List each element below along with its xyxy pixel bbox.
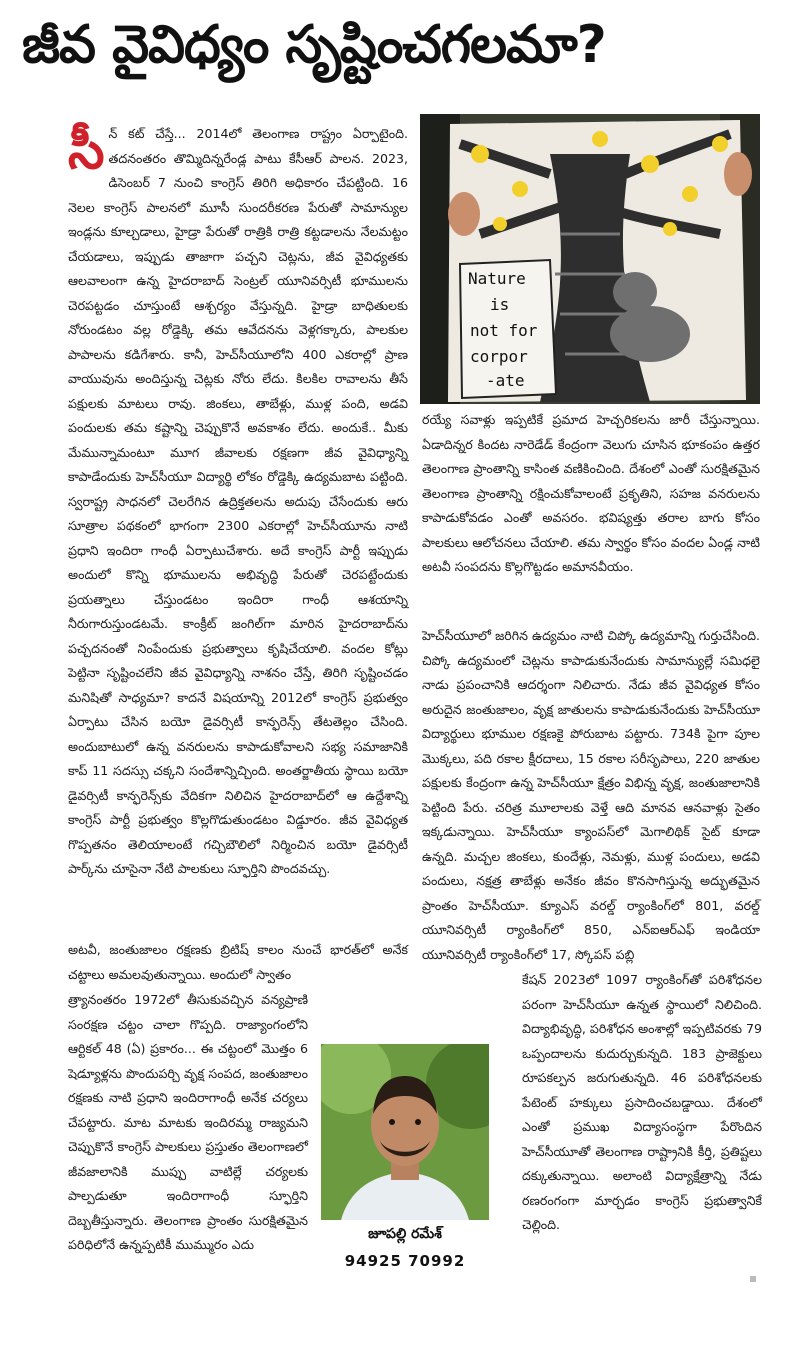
author-portrait bbox=[321, 1044, 489, 1220]
placard-line: is bbox=[490, 295, 510, 314]
article-column-left-middle bbox=[68, 938, 408, 987]
placard-line: corpor bbox=[470, 347, 528, 366]
placard-line: -ate bbox=[486, 371, 525, 390]
article-column-right-middle bbox=[422, 624, 760, 967]
article-text: త్ర్యానంతరం 1972లో తీసుకువచ్చిన వన్యప్రాణి సంరక్షణ చట్టం చాలా గొప్పది. రాజ్యాంగంలోని ఆర్టికల్ 48 (ఏ) ప్రకారం... ఈ చట్టంలో మొత్తం 6 షెడ్యూళ్లను పొందుపర్చి వృక్ష సంపద, జంతుజాలం రక్షణకు నాటి ప్రధాని ఇందిరాగాంధీ అనేక చర్యలు చేపట్టారు. మాట మాటకు ఇందిరమ్మ రాజ్యమని చెప్పుకొనే కాంగ్రెస్ పాలకులు ప్రస్తుతం తెలంగాణలో జీవజాలానికి ముప్పు వాటిల్లే చర్యలకు పాల్పడుతూ ఇందిరాగాంధీ స్ఫూర్తిని దెబ్బతీస్తున్నారు. తెలంగాణ ప్రాంతం సురక్షితమైన పరిధిలోనే ఉన్నప్పటికీ ముమ్మురం ఎదు bbox=[68, 992, 308, 1252]
headline: జీవ వైవిధ్యం సృష్టించగలమా? bbox=[22, 15, 606, 75]
protest-photo bbox=[420, 114, 760, 404]
article-text: రయ్యే సవాళ్లు ఇప్పటికే ప్రమాద హెచ్చరికలను జారీ చేస్తున్నాయి. ఏడాదిన్నర కిందట నారెడేడ్ కేంద్రంగా వెలుగు చూసిన భూకంపం ఉత్తర తెలంగాణ ప్రాంతాన్ని కాసింత వణికించింది. దేశంలో ఎంతో సురక్షితమైన తెలంగాణ ప్రాంతాన్ని రక్షించుకోవాలంటే ప్రకృతిని, సహజ వనరులను కాపాడుకోవడం ఎంతో అవసరం. భవిష్యత్తు తరాల బాగు కోసం పాలకులు ఆలోచనలు చేయాలి. తమ స్వార్థం కోసం వందల ఏండ్ల నాటి అటవీ సంపదను కొల్లగొట్టడం అమానవీయం. bbox=[422, 412, 760, 574]
author-phone: 94925 70992 bbox=[344, 1252, 466, 1270]
article-text: అటవీ, జంతుజాలం రక్షణకు బ్రిటిష్ కాలం నుంచే భారత్‌లో అనేక చట్టాలు అమలవుతున్నాయి. అందులో స్వాతం bbox=[68, 942, 408, 982]
author-portrait-illustration bbox=[321, 1044, 489, 1220]
article-column-right-top bbox=[422, 408, 760, 580]
article-text: కేషన్ 2023లో 1097 ర్యాంకింగ్‌తో పరిశోధనల పరంగా హెచ్‌సీయూ ఉన్నత స్థాయిలో నిలిచింది. విద్యాభివృద్ధి, పరిశోధన అంశాల్లో ఇప్పటివరకు 79 ఒప్పందాలను కుదుర్చుకున్నది. 183 ప్రాజెక్టులు రూపకల్పన జరుగుతున్నది. 46 పరిశోధనలకు పేటెంట్ హక్కులు ప్రసాదించబడ్డాయి. దేశంలో ఎంతో ప్రముఖ విద్యాసంస్థగా పేరొందిన హెచ్‌సీయూతో తెలంగాణ రాష్ట్రానికి కీర్తి, ప్రతిష్టలు దక్కుతున్నాయి. అలాంటి విద్యాక్షేత్రాన్ని నేడు రణరంగంగా మార్చడం కాంగ్రెస్ ప్రభుత్వానికే చెల్లింది. bbox=[522, 972, 762, 1232]
article-column-left-top bbox=[68, 122, 408, 882]
article-column-left-bottom bbox=[68, 988, 308, 1258]
end-mark bbox=[750, 1276, 756, 1282]
article-text: న్ కట్ చేస్తే... 2014లో తెలంగాణ రాష్ట్రం ఏర్పాటైంది. తదనంతరం తొమ్మిదిన్నరేండ్ల పాటు కేసీఆర్ పాలన. 2023, డిసెంబర్ 7 నుంచి కాంగ్రెస్ తిరిగి అధికారం చేపట్టింది. 16 నెలల కాంగ్రెస్ పాలనలో మూసీ సుందరీకరణ పేరుతో సామాన్యుల ఇండ్లను కూల్చడాలు, హైడ్రా పేరుతో రాత్రికి రాత్రి కట్టడాలను నేలమట్టం చేయడాలు, ఇప్పుడు తాజాగా పచ్చని చెట్లను, జీవ వైవిధ్యతకు ఆలవాలంగా ఉన్న హైదరాబాద్ సెంట్రల్ యూనివర్సిటీ భూములను చెరపట్టడం చూస్తుంటే ఆశ్చర్యం వేస్తున్నది. హైడ్రా బాధితులకు నోరుండటం వల్ల రోడ్డెక్కి తమ ఆవేదనను వెళ్లగక్కారు, పాలకుల పాపాలను కడిగేశారు. కానీ, హెచ్‌సీయూలోని 400 ఎకరాల్లో ప్రాణ వాయువును అందిస్తున్న చెట్లకు నోరు లేదు. కిలకిల రావాలను తీసే పక్షులకు మాటలు రావు. జింకలు, తాబేళ్లు, ముళ్ల పంది, అడవి పందులకు తమ కష్టాన్ని చెప్పుకొనే అవకాశం లేదు. అందుకే.. మీకు మేమున్నామంటూ మూగ జీవాలకు రక్షణగా జీవ వైవిధ్యాన్ని కాపాడేందుకు హెచ్‌సీయూ విద్యార్థి లోకం రోడ్డెక్కి ఉద్యమబాట పట్టింది. స్వరాష్ట్ర సాధనలో చెలరేగిన ఉద్రిక్తతలను అదుపు చేసేందుకు ఆరు సూత్రాల పథకంలో భాగంగా 2300 ఎకరాల్లో హెచ్‌సీయూను నాటి ప్రధాని ఇందిరా గాంధీ ఏర్పాటుచేశారు. అదే కాంగ్రెస్ పార్టీ ఇప్పుడు అందులో కొన్ని భూములను అభివృద్ధి పేరుతో చెరపట్టేందుకు ప్రయత్నాలు చేస్తుండటం ఇందిరా గాంధీ ఆశయాన్ని నీరుగారుస్తుండటమే. కాంక్రీట్ జంగిల్‌గా మారిన హైదరాబాద్‌ను పచ్చదనంతో నింపేందుకు ప్రభుత్వాలు కృషిచేయాలి. వందల కోట్లు పెట్టినా సృష్టించలేని జీవ వైవిధ్యాన్ని నాశనం చేస్తే, తిరిగి సృష్టించడం మనిషితో సాధ్యమా? కాదనే విషయాన్ని 2012లో కాంగ్రెస్ ప్రభుత్వం ఏర్పాటు చేసిన బయో డైవర్సిటీ కాన్ఫరెన్స్ తేటతెల్లం చేసింది. అందుబాటులో ఉన్న వనరులను కాపాడుకోవాలని సభ్య సమాజానికి కాప్ 11 సదస్సు చక్కని సందేశాన్నిచ్చింది. అంతర్జాతీయ స్థాయి బయో డైవర్సిటీ కాన్ఫరెన్స్‌కు వేదికగా నిలిచిన హైదరాబాద్‌లో ఆ ఉద్దేశాన్ని కాంగ్రెస్ పార్టీ ప్రభుత్వం కొల్లగొడుతుండటం విడ్డూరం. జీవ వైవిధ్యత గొప్పతనం తెలియాలంటే గచ్చిబౌలిలో నిర్మించిన బయో డైవర్సిటీ పార్క్‌ను చూసైనా నేటి పాలకులు స్ఫూర్తిని పొందవచ్చు. bbox=[68, 126, 408, 876]
dropcap: సీ bbox=[68, 121, 105, 181]
article-column-right-bottom bbox=[522, 968, 762, 1238]
placard-line: not for bbox=[470, 321, 538, 340]
placard-line: Nature bbox=[468, 269, 526, 288]
author-name: జూపల్లి రమేశ్ bbox=[368, 1226, 442, 1242]
protest-photo-illustration bbox=[420, 114, 760, 404]
article-text: హెచ్‌సీయూలో జరిగిన ఉద్యమం నాటి చిప్కో ఉద్యమాన్ని గుర్తుచేసింది. చిప్కో ఉద్యమంలో చెట్లను కాపాడుకునేందుకు సామాన్యుల్లే సమిధలై నాడు ప్రపంచానికి ఆదర్శంగా నిలిచారు. నేడు జీవ వైవిధ్యత కోసం అరుదైన జంతుజాలం, వృక్ష జాతులను కాపాడుకునేందుకు హెచ్‌సీయూ విద్యార్థులు భూముల రక్షణకై పోరుబాట పట్టారు. 734కి పైగా పూల మొక్కలు, పది రకాల క్షీరదాలు, 15 రకాల సరీసృపాలు, 220 జాతుల పక్షులకు కేంద్రంగా ఉన్న హెచ్‌సీయూ క్షేత్రం విభిన్న వృక్ష, జంతుజాలానికి పెట్టింది పేరు. చరిత్ర మూలాలకు వెళ్తే ఆది మానవ ఆనవాళ్లు సైతం ఇక్కడున్నాయి. హెచ్‌సీయూ క్యాంపస్‌లో మెగాలిథిక్ సైట్ కూడా ఉన్నది. మచ్చల జింకలు, కుందేళ్లు, నెమళ్లు, ముళ్ల పందులు, అడవి పందులు, నక్షత్ర తాబేళ్లు అనేకం జీవం కొనసాగిస్తున్న అద్భుతమైన ప్రాంతం హెచ్‌సీయూ. క్యూఎస్ వరల్డ్ ర్యాంకింగ్‌లో 801, వరల్డ్ యూనివర్సిటీ ర్యాంకింగ్‌లో 850, ఎన్ఐఆర్ఎఫ్ ఇండియా యూనివర్సిటీ ర్యాంకింగ్‌లో 17, స్కోపస్ పబ్లి bbox=[422, 628, 760, 962]
